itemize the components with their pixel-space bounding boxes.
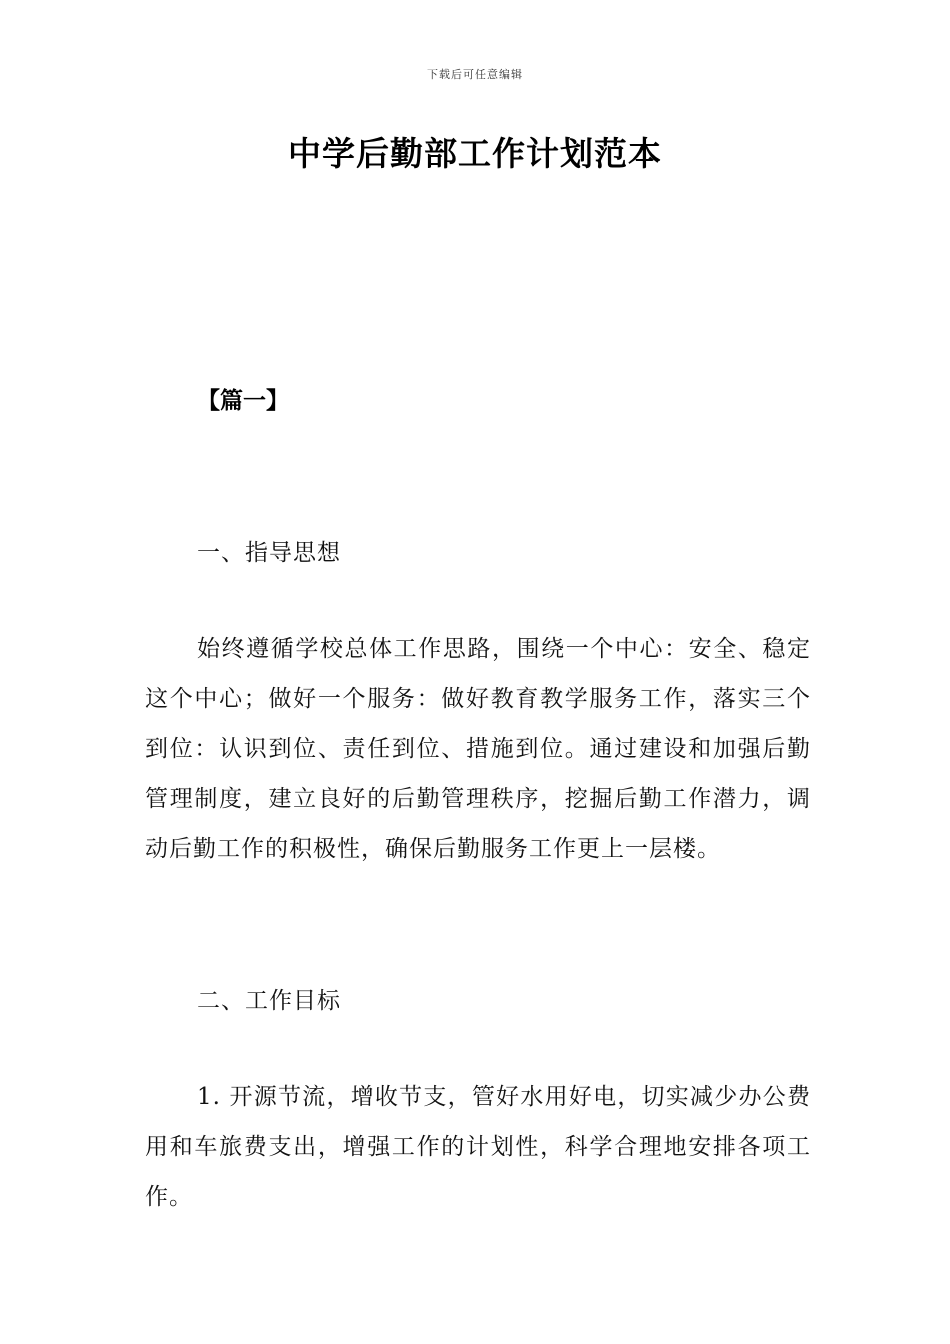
paragraph-work-goal-1: 1. 开源节流，增收节支，管好水用好电，切实减少办公费用和车旅费支出，增强工作的计划性，科学合理地安排各项工作。 [145,1084,811,1210]
page-title: 中学后勤部工作计划范本 [288,134,662,173]
paragraph-guiding-thought: 始终遵循学校总体工作思路，围绕一个中心：安全、稳定这个中心；做好一个服务：做好教育教学服务工作，落实三个到位：认识到位、责任到位、措施到位。通过建设和加强后勤管理制度，建立良好的后勤管理秩序，挖掘后勤工作潜力，调动后勤工作的积极性，确保后勤服务工作更上一层楼。 [145,636,811,862]
section-heading-work-goals: 二、工作目标 [197,988,341,1014]
section-heading-guiding-thought: 一、指导思想 [197,540,341,566]
section-marker: 【篇一】 [197,388,289,414]
header-note: 下载后可任意编辑 [427,68,523,81]
